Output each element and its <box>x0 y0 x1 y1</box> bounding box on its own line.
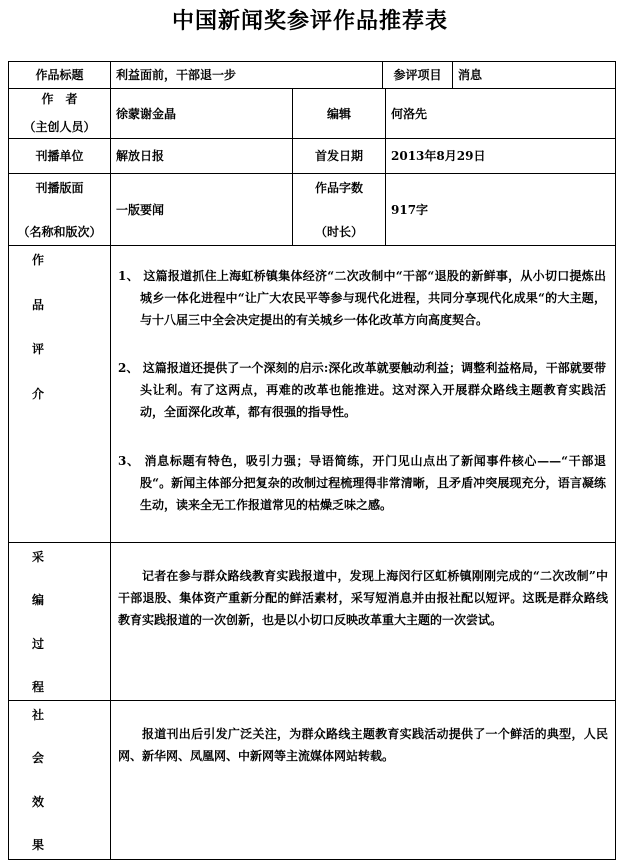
effect-label-char: 果 <box>31 837 44 852</box>
date-label: 首发日期 <box>314 149 363 163</box>
effect-label <box>10 707 66 853</box>
category-label: 参评项目 <box>393 68 442 82</box>
effect-text: 报道刊出后引发广泛关注，为群众路线主题教育实践活动提供了一个鲜活的典型，人民网、新华网、凤凰网、中新网等主流媒体网站转载。 <box>118 727 608 763</box>
review-label-char: 评 <box>31 342 44 357</box>
section-label-line2: （名称和版次） <box>17 225 102 239</box>
process-label-char: 采 <box>31 550 44 564</box>
wordcount-value: 917字 <box>391 202 429 217</box>
author-value: 徐蒙谢金晶 <box>116 106 177 121</box>
rule <box>452 61 453 89</box>
review-item: 1、 这篇报道抓住上海虹桥镇集体经济“二次改制中“干部“退股的新鲜事，从小切口提炼出城乡一体化进程中“让广大农民平等参与现代化进程，共同分享现代化成果“的大主题，与十八届三中全会决定提出的有关城乡一体化改革方向高度契合。 <box>118 269 606 327</box>
wordcount-label-line1: 作品字数 <box>314 181 363 195</box>
rule <box>8 859 616 860</box>
review-item: 2、 这篇报道还提供了一个深刻的启示:深化改革就要触动利益；调整利益格局，干部就要带头让利。有了这两点，再难的改革也能推进。这对深入开展群众路线主题教育实践活动，全面深化改革，都有很强的指导性。 <box>118 361 606 419</box>
process-label-char: 编 <box>31 593 44 608</box>
rule <box>8 700 616 701</box>
process-text: 记者在参与群众路线教育实践报道中，发现上海闵行区虹桥镇刚刚完成的“二次改制”中干部退股、集体资产重新分配的鲜活素材，采写短消息并由报社配以短评。这既是群众路线教育实践报道的一次创新，也是以小切口反映改革重大主题的一次尝试。 <box>118 569 608 627</box>
author-label-line1: 作 者 <box>41 92 78 106</box>
effect-label-char: 会 <box>31 751 44 766</box>
rule <box>615 61 616 860</box>
work-title-value: 利益面前，干部退一步 <box>116 68 237 82</box>
review-label-char: 品 <box>31 297 44 312</box>
process-label <box>10 549 66 695</box>
review-label <box>10 252 66 402</box>
author-label <box>9 91 110 135</box>
process-label-char: 过 <box>31 636 44 651</box>
wordcount-label-line2: （时长） <box>314 225 363 239</box>
work-title-label: 作品标题 <box>35 68 84 82</box>
process-label-char: 程 <box>31 679 44 694</box>
section-label <box>9 180 110 240</box>
rule <box>8 542 616 543</box>
date-value: 2013年8月29日 <box>391 149 486 163</box>
publisher-label: 刊播单位 <box>35 149 84 163</box>
form-title: 中国新闻奖参评作品推荐表 <box>171 8 448 34</box>
category-value: 消息 <box>458 68 483 82</box>
review-label-char: 介 <box>31 386 44 401</box>
rule <box>385 88 386 246</box>
rule <box>110 61 111 860</box>
editor-value: 何洛先 <box>391 106 428 121</box>
review-item: 3、 消息标题有特色，吸引力强；导语简练，开门见山点出了新闻事件核心——“干部退股“。新闻主体部分把复杂的改制过程梳理得非常清晰，且矛盾冲突展现充分，语言凝练生动，读来全无工作报道常见的枯燥乏味之感。 <box>118 454 606 512</box>
author-label-line2: （主创人员） <box>23 120 96 134</box>
rule <box>8 245 616 246</box>
publisher-value: 解放日报 <box>116 149 165 163</box>
review-label-char: 作 <box>31 253 44 267</box>
wordcount-label <box>293 180 385 240</box>
editor-label: 编辑 <box>326 106 351 121</box>
section-value: 一版要闻 <box>116 202 165 217</box>
section-label-line1: 刊播版面 <box>35 181 84 195</box>
effect-label-char: 效 <box>31 794 44 809</box>
effect-label-char: 社 <box>31 708 44 722</box>
